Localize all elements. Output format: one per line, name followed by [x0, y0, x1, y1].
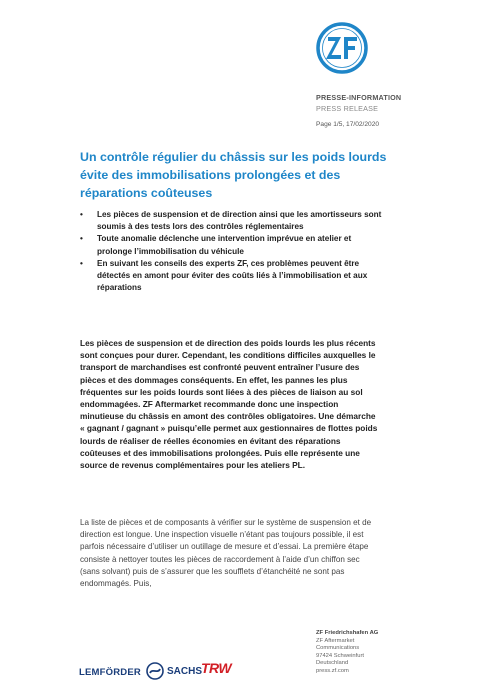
address-line: ZF Aftermarket: [316, 637, 355, 644]
bullet-text: Toute anomalie déclenche une intervention imprévue en atelier et prolonge l’immobilisation du véhicule: [97, 234, 352, 256]
body-paragraph: La liste de pièces et de composants à vérifier sur le système de suspension et de direction est longue. Une inspection visuelle n’étant pas toujours possible, il est parfois nécessaire d’utiliser un outillage de mesure et d’essai. La première étape consiste à nettoyer toutes les pièces de raccordement à l’aide d’un chiffon sec (sans solvant) puis de s’assurer que les soufflets d’étanchéité ne sont pas endommagés. Puis,: [80, 518, 372, 589]
zf-logo: [316, 22, 368, 74]
website-link[interactable]: press.zf.com: [316, 667, 349, 674]
bullet-text: Les pièces de suspension et de direction ainsi que les amortisseurs sont soumis à des tests lors des contrôles réglementaires: [97, 210, 382, 232]
address-line: Communications: [316, 645, 360, 652]
lemforder-logo: LEMFÖRDER: [79, 667, 141, 678]
page-info: Page 1/5, 17/02/2020: [316, 121, 380, 128]
bullet-item: [80, 258, 385, 295]
company-address: [316, 630, 378, 676]
sachs-logo: SACHS: [167, 666, 203, 677]
sachs-icon: [146, 662, 164, 680]
trw-logo: TRW: [201, 660, 232, 676]
address-line: Deutschland: [316, 660, 349, 667]
bullet-dot-icon: •: [80, 258, 83, 268]
brand-logos: [79, 660, 279, 687]
bullet-dot-icon: •: [80, 210, 83, 219]
intro-paragraph: Les pièces de suspension et de direction des poids lourds les plus récents sont conçues pour durer. Cependant, les conditions difficiles auxquelles le transport de marchandises est confronté peuvent entraîner l’usure des pièces et des dommages conséquents. En effet, les pannes les plus fréquentes sur les poids lourds sont liées à des pièces de liaison au sol endommagées. ZF Aftermarket recommande donc une inspection minutieuse du châssis en amont des contrôles obligatoires. Une démarche « gagnant / gagnant » puisqu’elle permet aux gestionnaires de flottes poids lourds de réaliser de réelles économies en évitant des réparations coûteuses et des immobilisations prolongées. Puis elle représente une source de revenus complémentaires pour les ateliers PL.: [80, 338, 378, 471]
company-name: ZF Friedrichshafen AG: [316, 630, 379, 636]
press-header: [316, 92, 401, 114]
bullet-dot-icon: •: [80, 234, 83, 244]
address-line: 97424 Schweinfurt: [316, 652, 365, 659]
bullet-item: [80, 233, 385, 257]
document-title: Un contrôle régulier du châssis sur les poids lourds évite des immobilisations prolongées et des réparations coûteuses: [80, 150, 387, 200]
press-release-label: PRESS RELEASE: [316, 104, 379, 113]
bullet-text: En suivant les conseils des experts ZF, ces problèmes peuvent être détectés en amont pour éviter des coûts liés à l’immobilisation et aux réparations: [97, 258, 368, 293]
bullet-list: [80, 209, 385, 294]
press-information-label: PRESSE-INFORMATION: [316, 93, 402, 102]
bullet-item: [80, 209, 385, 233]
